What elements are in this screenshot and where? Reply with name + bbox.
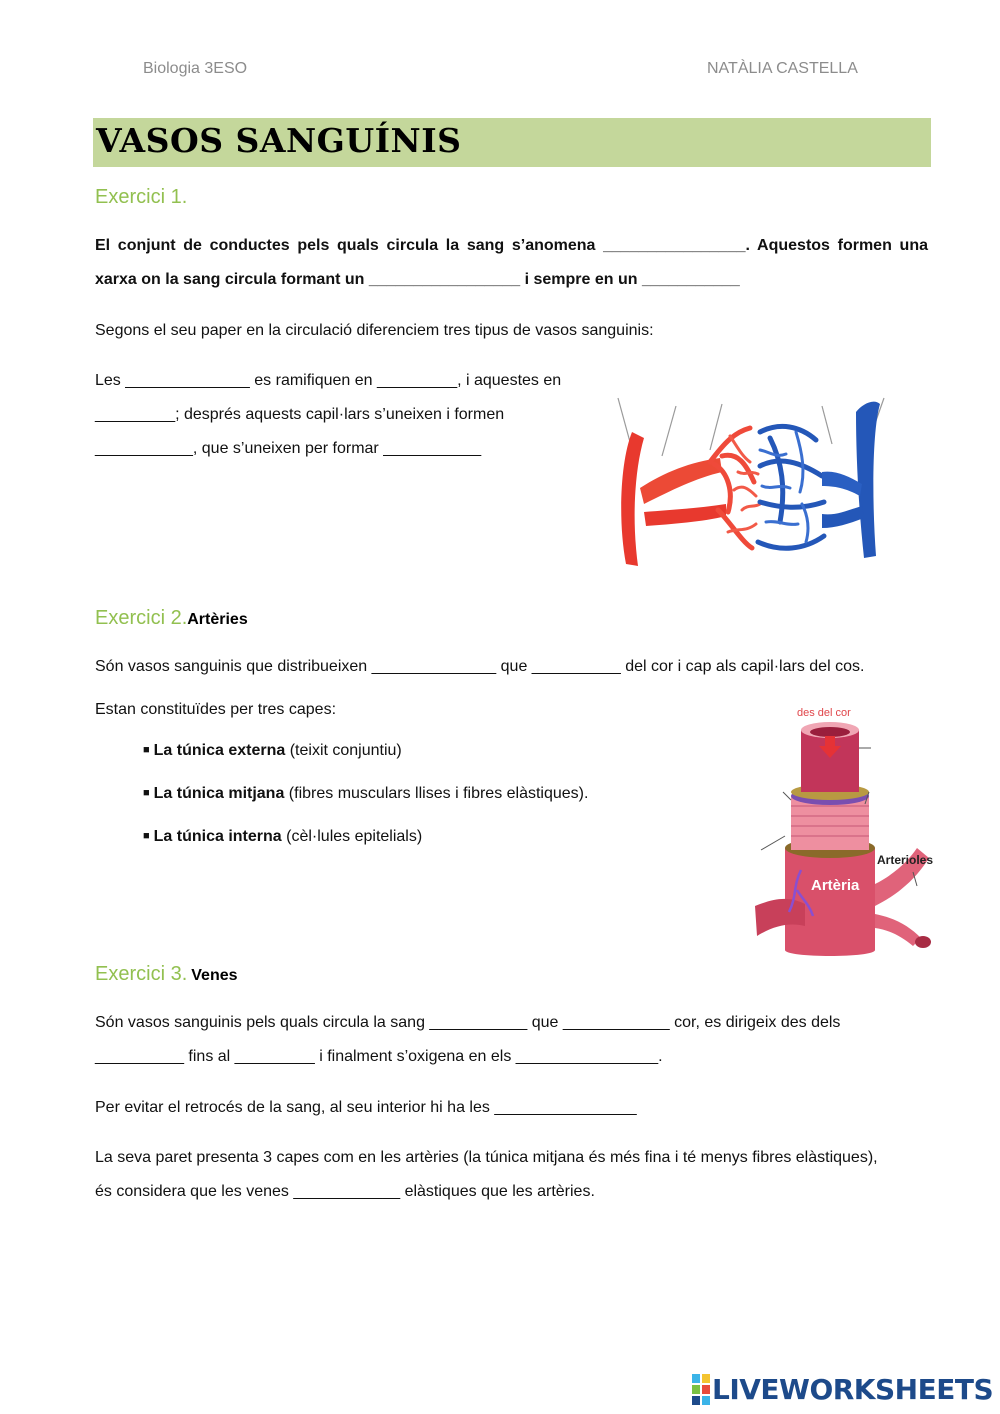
page-title: VASOS SANGUÍNIS (96, 121, 462, 160)
ex2-sentence-2: Estan constituïdes per tres capes: (95, 701, 337, 718)
ex2-bullet-1 (143, 742, 402, 760)
bullet-3-desc: (cèl·lules epitelials) (281, 828, 423, 845)
exercise-2-topic: Artèries (187, 611, 248, 628)
bullet-square-icon: ■ (143, 787, 150, 799)
exercise-3-topic: Venes (191, 967, 238, 984)
bullet-2-desc: (fibres musculars llises i fibres elàstiques). (284, 785, 589, 802)
ex3-sentence-1: Són vasos sanguinis pels quals circula la sang ___________ que ____________ cor, es dirigeix des dels (95, 1014, 841, 1031)
exercise-3-heading (95, 963, 238, 986)
exercise-2-heading (95, 607, 248, 630)
diagram-label-from-heart: des del cor (797, 707, 851, 719)
ex3-sentence-4: La seva paret presenta 3 capes com en les artèries (la túnica mitjana és més fina i té menys fibres elàstiques), (95, 1149, 878, 1166)
liveworksheets-logo (692, 1373, 993, 1405)
header-subject: Biologia 3ESO (143, 60, 248, 77)
title-banner (93, 118, 931, 167)
logo-blocks-icon (692, 1374, 710, 1405)
ex1-fill-line-2: _________; després aquests capil·lars s’uneixen i formen (95, 406, 505, 423)
ex3-sentence-3: Per evitar el retrocés de la sang, al seu interior hi ha les ________________ (95, 1099, 637, 1116)
ex1-intro-types: Segons el seu paper en la circulació diferenciem tres tipus de vasos sanguinis: (95, 322, 654, 339)
ex2-sentence-1: Són vasos sanguinis que distribueixen ______________ que __________ del cor i cap als capil·lars del cos. (95, 658, 865, 675)
bullet-1-desc: (teixit conjuntiu) (285, 742, 402, 759)
exercise-1-heading (95, 186, 187, 209)
bullet-2-term: La túnica mitjana (153, 785, 285, 802)
exercise-3-label: Exercici 3. (95, 963, 188, 985)
ex2-bullet-2 (143, 785, 588, 803)
ex1-fill-line-3: ___________, que s’uneixen per formar ___________ (95, 440, 482, 457)
diagram-label-artery: Artèria (811, 877, 860, 894)
logo-text: LIVEWORKSHEETS (712, 1372, 994, 1406)
ex1-sentence-2: xarxa on la sang circula formant un _________________ i sempre en un ___________ (95, 271, 740, 288)
ex1-sentence-1: El conjunt de conductes pels quals circula la sang s’anomena ________________. Aquestos formen una (95, 237, 928, 254)
header-author: NATÀLIA CASTELLA (707, 60, 858, 77)
exercise-2-label: Exercici 2. (95, 607, 188, 629)
exercise-1-label: Exercici 1. (95, 186, 188, 208)
bullet-square-icon: ■ (143, 744, 150, 756)
bullet-3-term: La túnica interna (153, 828, 282, 845)
ex2-bullet-3 (143, 828, 422, 846)
bullet-square-icon: ■ (143, 830, 150, 842)
artery-diagram-image (745, 700, 950, 962)
ex3-sentence-2: __________ fins al _________ i finalment s’oxigena en els ________________. (95, 1048, 663, 1065)
diagram-label-arterioles: Arterioles (877, 853, 934, 867)
ex1-fill-line-1: Les ______________ es ramifiquen en _________, i aquestes en (95, 372, 562, 389)
ex3-sentence-5: és considera que les venes ____________ elàstiques que les artèries. (95, 1183, 595, 1200)
capillary-network-image (610, 392, 895, 572)
bullet-1-term: La túnica externa (153, 742, 286, 759)
